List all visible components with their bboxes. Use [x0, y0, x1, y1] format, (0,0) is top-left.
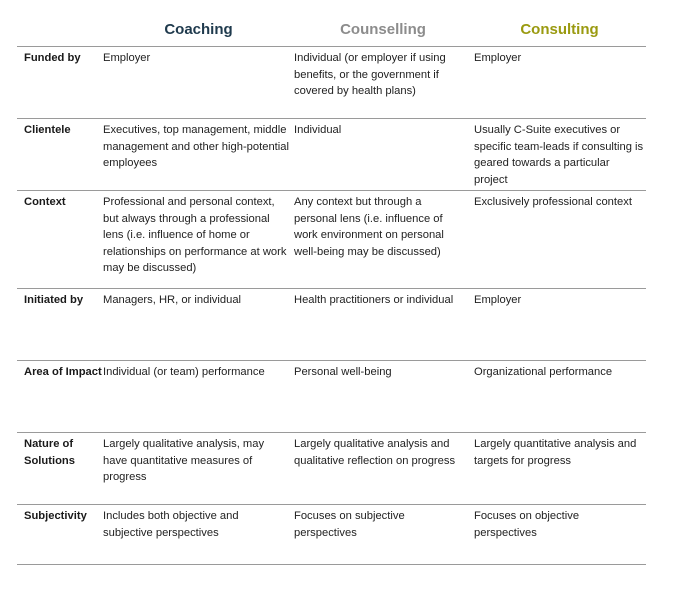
- cell-counselling: Largely qualitative analysis and qualitative reflection on progress: [294, 438, 456, 467]
- cell-consulting: Exclusively professional context: [474, 196, 632, 208]
- table-row-subjectivity: [17, 505, 646, 565]
- table-row-context: [17, 191, 646, 289]
- cell-consulting: Organizational performance: [474, 366, 613, 378]
- table-row-area-of-impact: [17, 361, 646, 433]
- column-header-consulting: Consulting: [520, 21, 599, 38]
- cell-counselling: Focuses on subjective perspectives: [294, 510, 405, 539]
- table-row-funded-by: [17, 47, 646, 119]
- cell-consulting: Employer: [474, 294, 522, 306]
- row-label: Initiated by: [24, 294, 84, 306]
- cell-counselling: Health practitioners or individual: [294, 294, 454, 306]
- comparison-table: [17, 16, 646, 565]
- cell-counselling: Personal well-being: [294, 366, 392, 378]
- column-header-coaching: Coaching: [164, 21, 233, 38]
- cell-counselling: Any context but through a personal lens (i.e. influence of work environment on personal well-being may be discussed): [294, 196, 444, 258]
- row-label: Funded by: [24, 52, 81, 64]
- cell-consulting: Largely quantitative analysis and targets for progress: [474, 438, 637, 467]
- cell-coaching: Managers, HR, or individual: [103, 294, 242, 306]
- row-label: Context: [24, 196, 66, 208]
- column-header-counselling: Counselling: [340, 21, 426, 38]
- row-label: Subjectivity: [24, 510, 87, 522]
- cell-coaching: Employer: [103, 52, 151, 64]
- table-header-row: [17, 16, 646, 47]
- cell-coaching: Individual (or team) performance: [103, 366, 265, 378]
- cell-coaching: Includes both objective and subjective perspectives: [103, 510, 239, 539]
- table-row-nature-of-solutions: [17, 433, 646, 505]
- row-label: Clientele: [24, 124, 71, 136]
- cell-coaching: Executives, top management, middle management and other high-potential employees: [103, 124, 289, 169]
- cell-coaching: Largely qualitative analysis, may have quantitative measures of progress: [103, 438, 265, 483]
- cell-consulting: Usually C-Suite executives or specific team-leads if consulting is geared towards a particular project: [474, 124, 644, 186]
- row-label: Nature of Solutions: [24, 438, 75, 467]
- cell-consulting: Employer: [474, 52, 522, 64]
- cell-consulting: Focuses on objective perspectives: [474, 510, 580, 539]
- table-row-initiated-by: [17, 289, 646, 361]
- cell-coaching: Professional and personal context, but always through a professional lens (i.e. influence of home or relationships on performance at work may be discussed): [103, 196, 287, 274]
- cell-counselling: Individual (or employer if using benefits, or the government if covered by health plans): [294, 52, 446, 97]
- cell-counselling: Individual: [294, 124, 342, 136]
- row-label: Area of Impact: [24, 366, 102, 378]
- table-row-clientele: [17, 119, 646, 191]
